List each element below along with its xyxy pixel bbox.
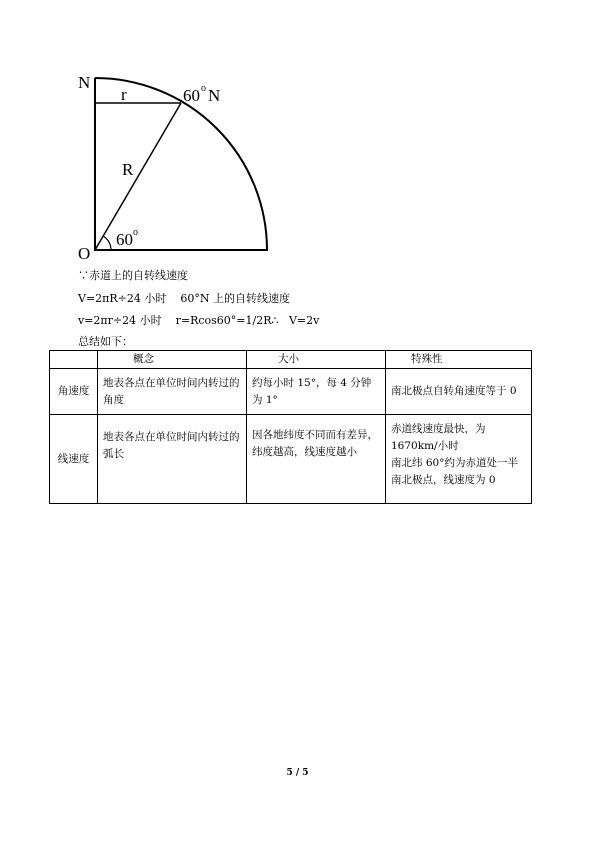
table-row [50, 369, 532, 415]
angle-arc [103, 236, 111, 250]
row-concept: 地表各点在单位时间内转过的角度 [98, 369, 247, 415]
row-concept: 地表各点在单位时间内转过的弧长 [98, 415, 247, 504]
row-size: 因各地纬度不同而有差异，纬度越高，线速度越小 [247, 415, 386, 504]
special-line-2: 南北纬 60°约为赤道处一半 [391, 457, 518, 469]
row-name: 线速度 [50, 415, 98, 504]
page-number: 5 / 5 [286, 768, 309, 778]
label-60n-deg: o [201, 83, 206, 94]
label-60n-n: N [208, 86, 221, 105]
header-size: 大小 [247, 351, 386, 369]
label-angle-deg: o [133, 227, 138, 238]
row-special [386, 415, 532, 504]
label-r: r [121, 85, 127, 104]
radius-R-line [95, 103, 181, 250]
special-line-1: 赤道线速度最快，为 1670km/小时 [391, 423, 486, 452]
text-line-3: v=2πr÷24 小时 r=Rcos60°=1/2R∴ V=2v [78, 314, 320, 327]
table-header-row [50, 351, 532, 369]
header-concept: 概念 [98, 351, 247, 369]
special-line-3: 南北极点，线速度为 0 [391, 474, 496, 486]
row-special: 南北极点自转角速度等于 0 [386, 369, 532, 415]
label-n: N [78, 73, 91, 92]
header-special: 特殊性 [386, 351, 532, 369]
text-line-1: ∵赤道上的自转线速度 [78, 269, 188, 282]
label-big-r: R [122, 160, 134, 179]
row-size: 约每小时 15°，每 4 分钟为 1° [247, 369, 386, 415]
text-line-2: V=2πR÷24 小时 60°N 上的自转线速度 [78, 292, 290, 305]
earth-rotation-diagram [0, 0, 595, 270]
summary-table [49, 350, 532, 504]
label-angle-num: 60 [116, 230, 133, 249]
text-line-4: 总结如下： [78, 335, 133, 348]
label-60n-num: 60 [183, 86, 200, 105]
row-name: 角速度 [50, 369, 98, 415]
label-origin: O [78, 244, 91, 263]
header-blank [50, 351, 98, 369]
table-row [50, 415, 532, 504]
